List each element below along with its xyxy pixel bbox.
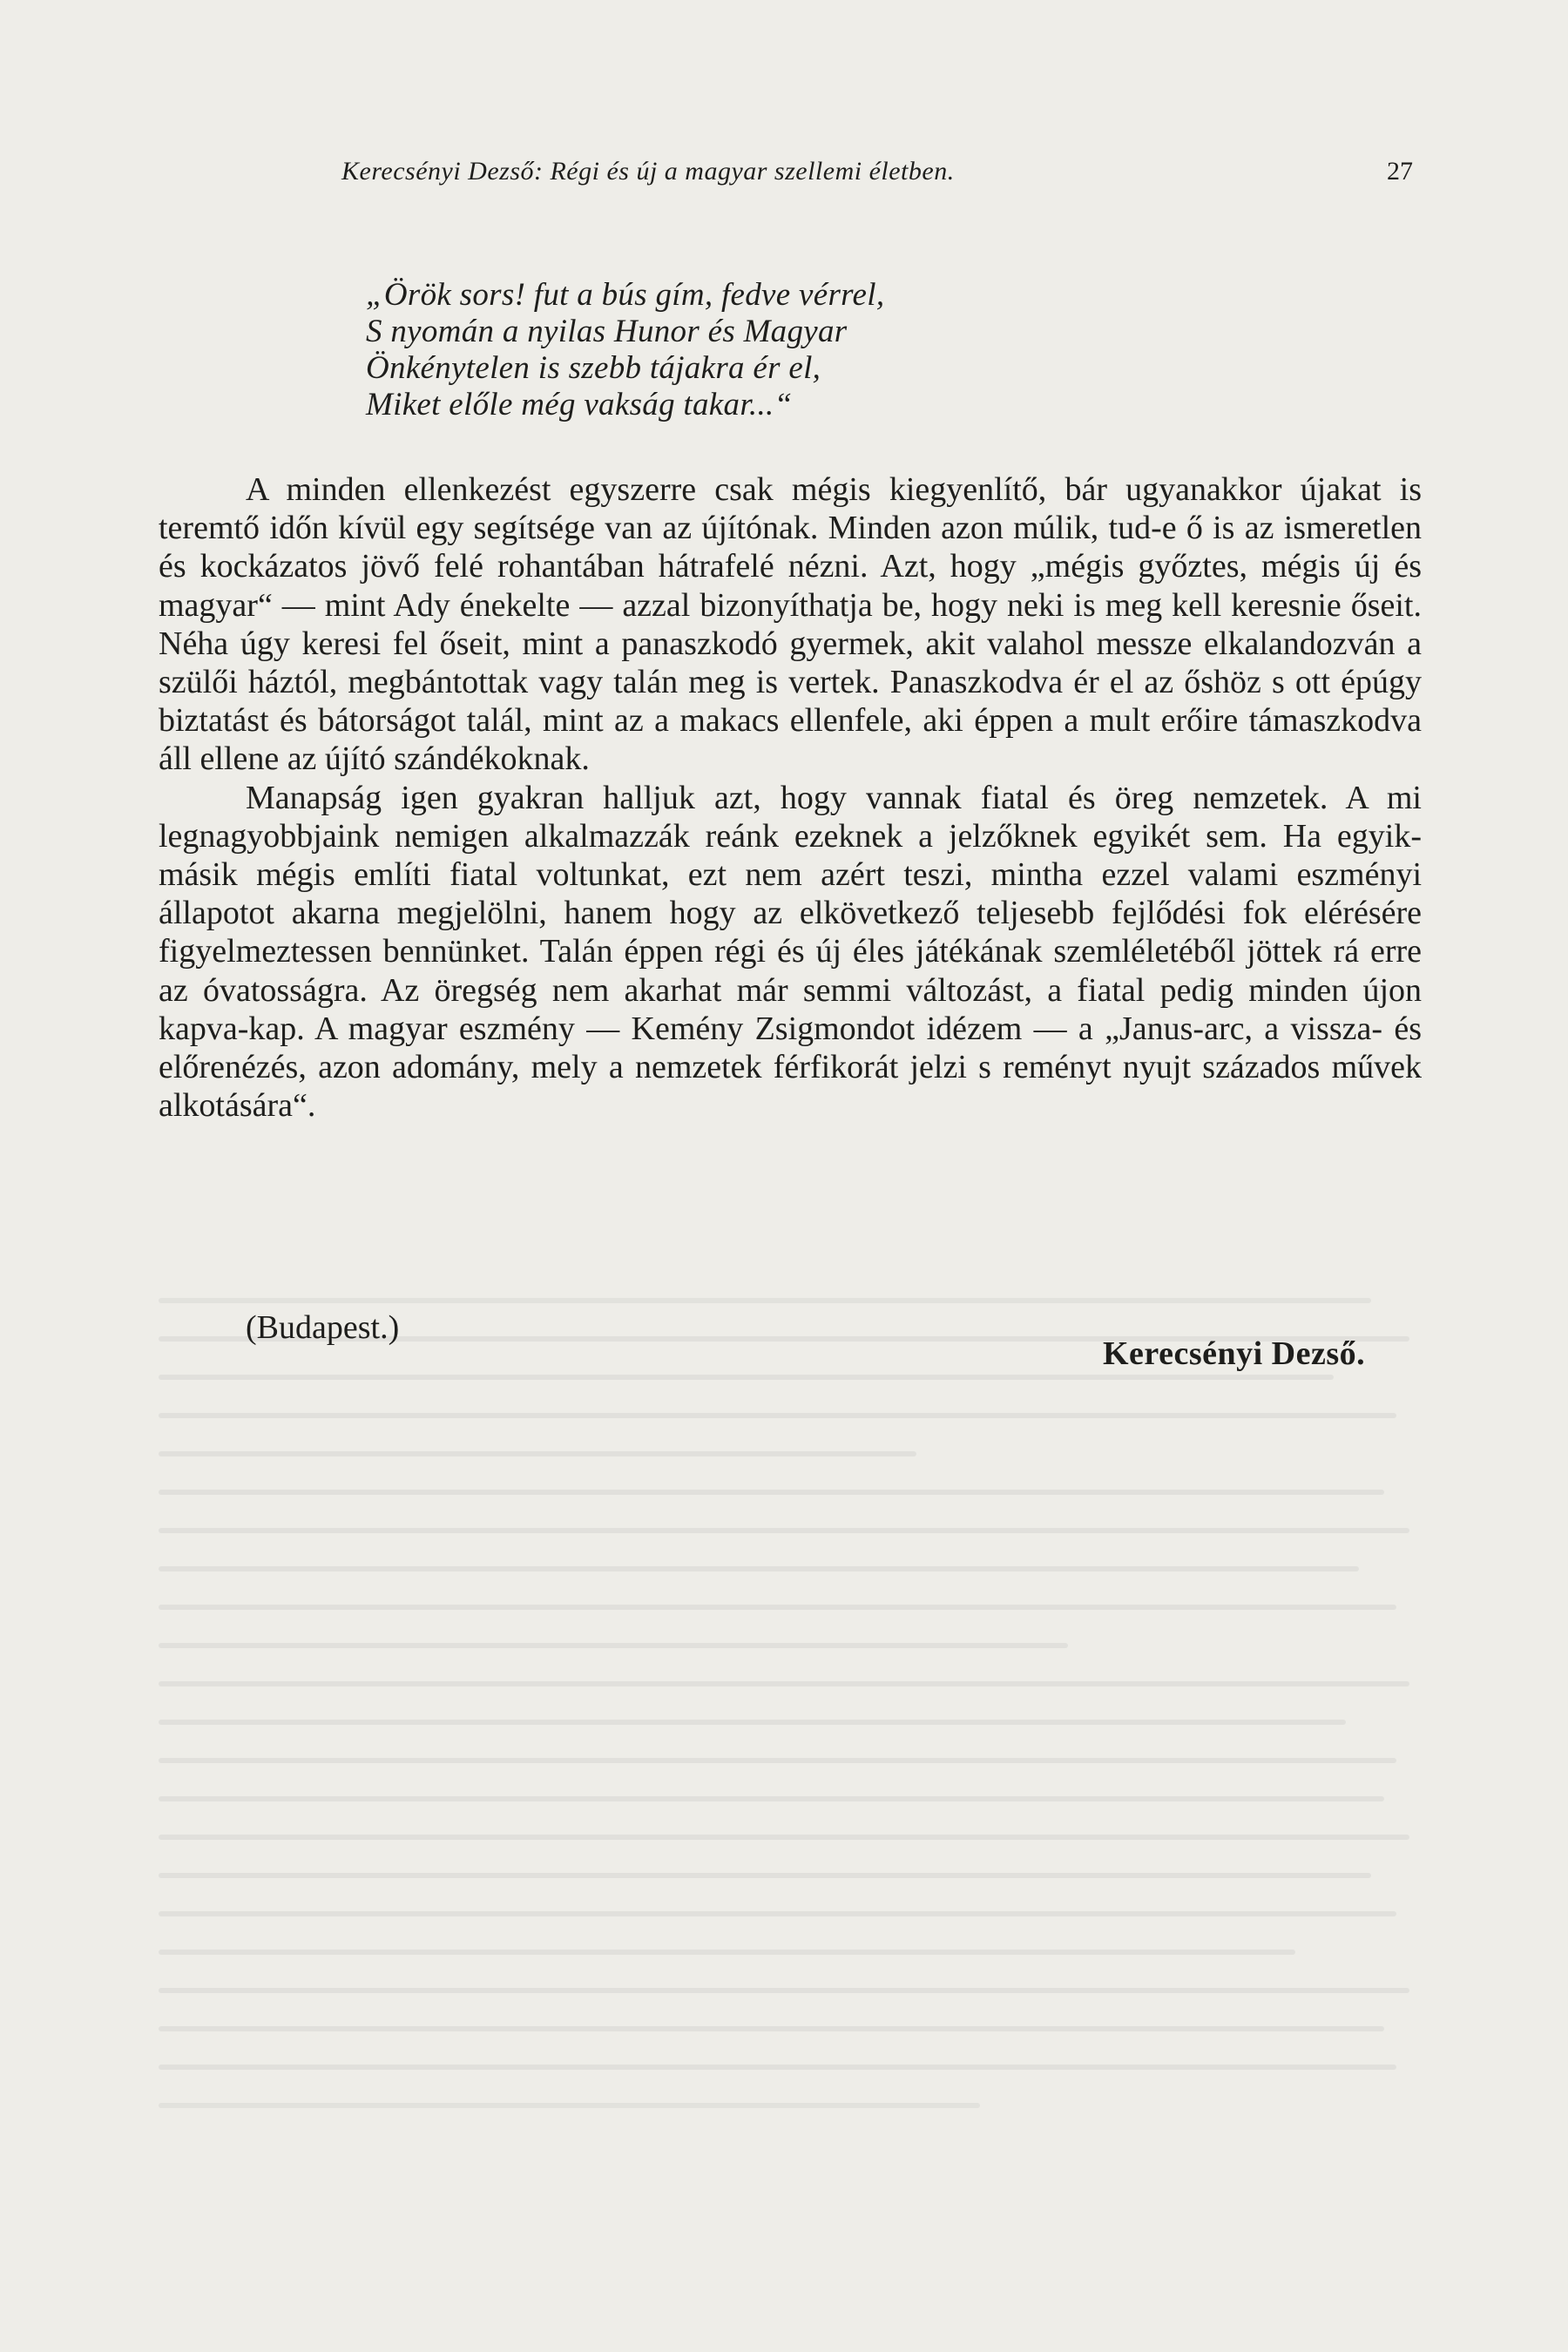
running-head: Kerecsényi Dezső: Régi és új a magyar szellemi életben. (341, 157, 955, 186)
verse-line: „Örök sors! fut a bús gím, fedve vérrel, (366, 277, 885, 313)
paragraph: Manapság igen gyakran halljuk azt, hogy vannak fiatal és öreg nemzetek. A mi legnagyobbjaink nemigen alkalmazzák reánk ezeknek a jelzőknek egyikét sem. Ha egyik-másik mégis említi fiatal voltunkat, ezt nem azért teszi, mintha ezzel valami eszményi állapotot akarna megjelölni, hanem hogy az elkövetkező teljesebb fejlődési fok elérésére figyelmeztessen bennünket. Talán éppen régi és új éles játékának szemléletéből jöttek rá erre az óvatosságra. Az öregség nem akarhat már semmi változást, a fiatal pedig minden újon kapva-kap. A magyar eszmény — Kemény Zsigmondot idézem — a „Janus-arc, a vissza- és előrenézés, azon adomány, mely a nemzetek férfikorát jelzi s reményt nyujt százados művek alkotására“. (159, 779, 1422, 1125)
page-header (341, 157, 1413, 197)
show-through-texture (159, 1298, 1422, 2169)
place-note: (Budapest.) (246, 1309, 400, 1346)
body-text (159, 470, 1422, 1125)
verse-line: S nyomán a nyilas Hunor és Magyar (366, 314, 848, 349)
verse-line: Miket előle még vakság takar...“ (366, 387, 793, 422)
author-signature: Kerecsényi Dezső. (1103, 1335, 1366, 1372)
verse-quote (366, 277, 1150, 423)
paragraph: A minden ellenkezést egyszerre csak mégis kiegyenlítő, bár ugyanakkor újakat is teremtő időn kívül egy segítsége van az újítónak. Minden azon múlik, tud-e ő is az ismeretlen és kockázatos jövő felé rohantában hátrafelé nézni. Azt, hogy „mégis győztes, mégis új és magyar“ — mint Ady énekelte — azzal bizonyíthatja be, hogy neki is meg kell keresnie őseit. Néha úgy keresi fel őseit, mint a panaszkodó gyermek, akit valahol messze elkalandozván a szülői háztól, megbántottak vagy talán meg is vertek. Panaszkodva ér el az őshöz s ott épúgy biztatást és bátorságot talál, mint az a makacs ellenfele, aki éppen a mult erőire támaszkodva áll ellene az újító szándékoknak. (159, 471, 1422, 778)
page-number: 27 (1387, 157, 1413, 186)
verse-line: Önkénytelen is szebb tájakra ér el, (366, 350, 821, 386)
